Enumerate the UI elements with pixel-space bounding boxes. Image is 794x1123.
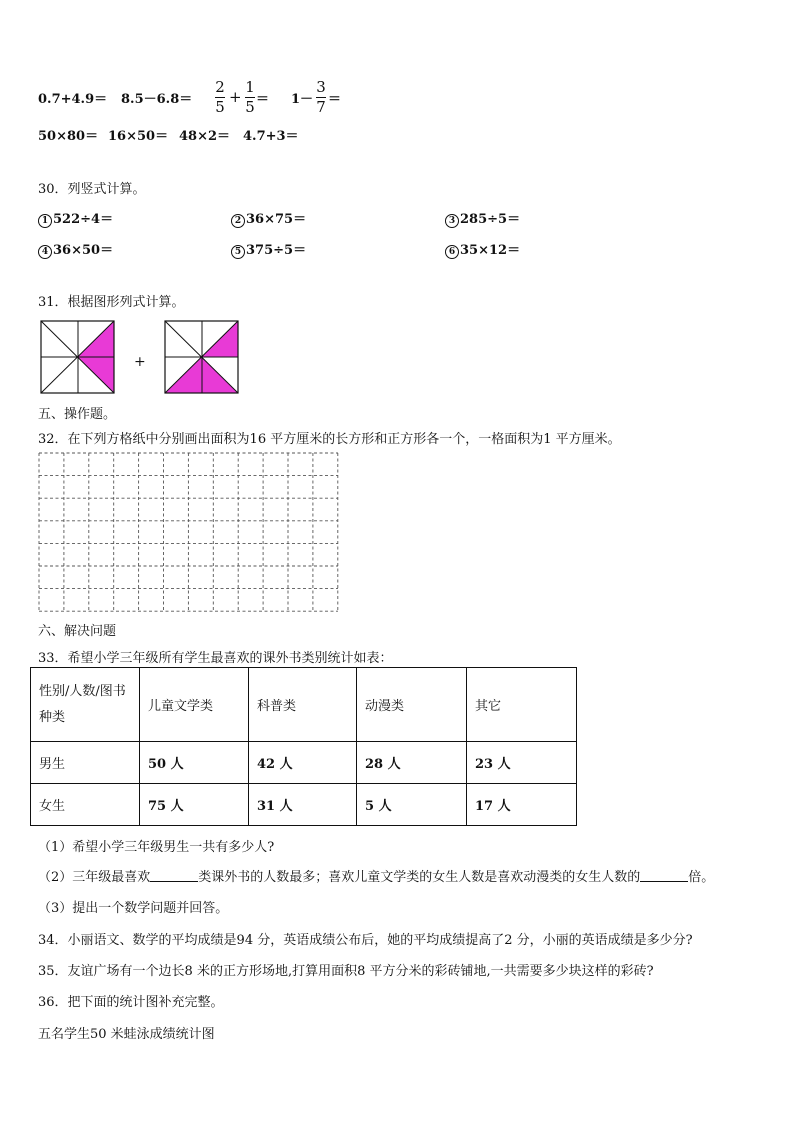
- table-cell: 17 人: [467, 784, 577, 826]
- arith-item-2: 8.5－6.8＝: [121, 92, 193, 107]
- arith-item-1: 0.7+4.9＝: [38, 92, 108, 107]
- table-cell: 50 人: [140, 742, 249, 784]
- q31-title: 31．根据图形列式计算。: [38, 295, 185, 310]
- table-cell: 28 人: [357, 742, 467, 784]
- table-row: [31, 742, 577, 784]
- q36-text: 36．把下面的统计图补充完整。: [38, 995, 224, 1010]
- table-cell: 42 人: [249, 742, 357, 784]
- q33-sub-3: （3）提出一个数学问题并回答。: [38, 901, 229, 916]
- answer-blank-1[interactable]: [150, 870, 198, 882]
- q30-item-3: 3 285÷5＝: [445, 208, 520, 228]
- q32-title: 32．在下列方格纸中分别画出面积为16 平方厘米的长方形和正方形各一个，一格面积为1 平方厘米。: [38, 432, 621, 447]
- arith-item-6: 4.7+3＝: [243, 129, 299, 144]
- q33-title: 33．希望小学三年级所有学生最喜欢的课外书类别统计如表：: [38, 651, 393, 666]
- column-header: 其它: [467, 668, 577, 742]
- q30-item-4: 4 36×50＝: [38, 239, 113, 259]
- row-label: 男生: [31, 742, 140, 784]
- fraction-square-left: [40, 320, 116, 394]
- section-6-heading: 六、解决问题: [38, 624, 117, 639]
- plus-sign-figures: +: [134, 354, 146, 370]
- header-corner-cell: 性别/人数/图书 种类: [31, 668, 140, 742]
- q30-item-6: 6 35×12＝: [445, 239, 520, 259]
- q30-item-5: 5 375÷5＝: [231, 239, 306, 259]
- q35-text: 35．友谊广场有一个边长8 米的正方形场地,打算用面积8 平方分米的彩砖铺地,一共需要多少块这样的彩砖?: [38, 964, 654, 979]
- row-label: 女生: [31, 784, 140, 826]
- table-cell: 31 人: [249, 784, 357, 826]
- chart-title: 五名学生50 米蛙泳成绩统计图: [38, 1027, 215, 1042]
- fraction-square-right: [164, 320, 240, 394]
- arith-item-5: 48×2＝: [179, 129, 231, 144]
- stats-table: [30, 667, 577, 826]
- column-header: 儿童文学类: [140, 668, 249, 742]
- one-minus: 1－: [291, 92, 314, 107]
- column-header: 科普类: [249, 668, 357, 742]
- column-header: 动漫类: [357, 668, 467, 742]
- table-cell: 5 人: [357, 784, 467, 826]
- q30-item-2: 2 36×75＝: [231, 208, 306, 228]
- table-cell: 23 人: [467, 742, 577, 784]
- q30-item-1: 1 522÷4＝: [38, 208, 113, 228]
- section-5-heading: 五、操作题。: [38, 407, 117, 422]
- plus-sign: +: [229, 88, 242, 106]
- table-cell: 75 人: [140, 784, 249, 826]
- table-row: [31, 784, 577, 826]
- equals-sign: ＝: [256, 92, 270, 107]
- arith-item-4: 16×50＝: [108, 129, 169, 144]
- answer-blank-2[interactable]: [640, 870, 688, 882]
- q33-sub-1: （1）希望小学三年级男生一共有多少人?: [38, 840, 275, 855]
- table-header-row: [31, 668, 577, 742]
- fraction-1-5: 1 5: [245, 78, 255, 116]
- q33-sub-2: （2）三年级最喜欢 类课外书的人数最多；喜欢儿童文学类的女生人数是喜欢动漫类的女生人数的 倍。: [38, 870, 715, 885]
- grid-paper[interactable]: [38, 452, 340, 614]
- fraction-3-7: 3 7: [316, 78, 326, 116]
- equals-sign-2: ＝: [328, 92, 342, 107]
- fraction-2-5: 2 5: [215, 78, 225, 116]
- q34-text: 34．小丽语文、数学的平均成绩是94 分，英语成绩公布后，她的平均成绩提高了2 分，小丽的英语成绩是多少分?: [38, 933, 693, 948]
- q30-title: 30．列竖式计算。: [38, 182, 146, 197]
- arith-item-3: 50×80＝: [38, 129, 99, 144]
